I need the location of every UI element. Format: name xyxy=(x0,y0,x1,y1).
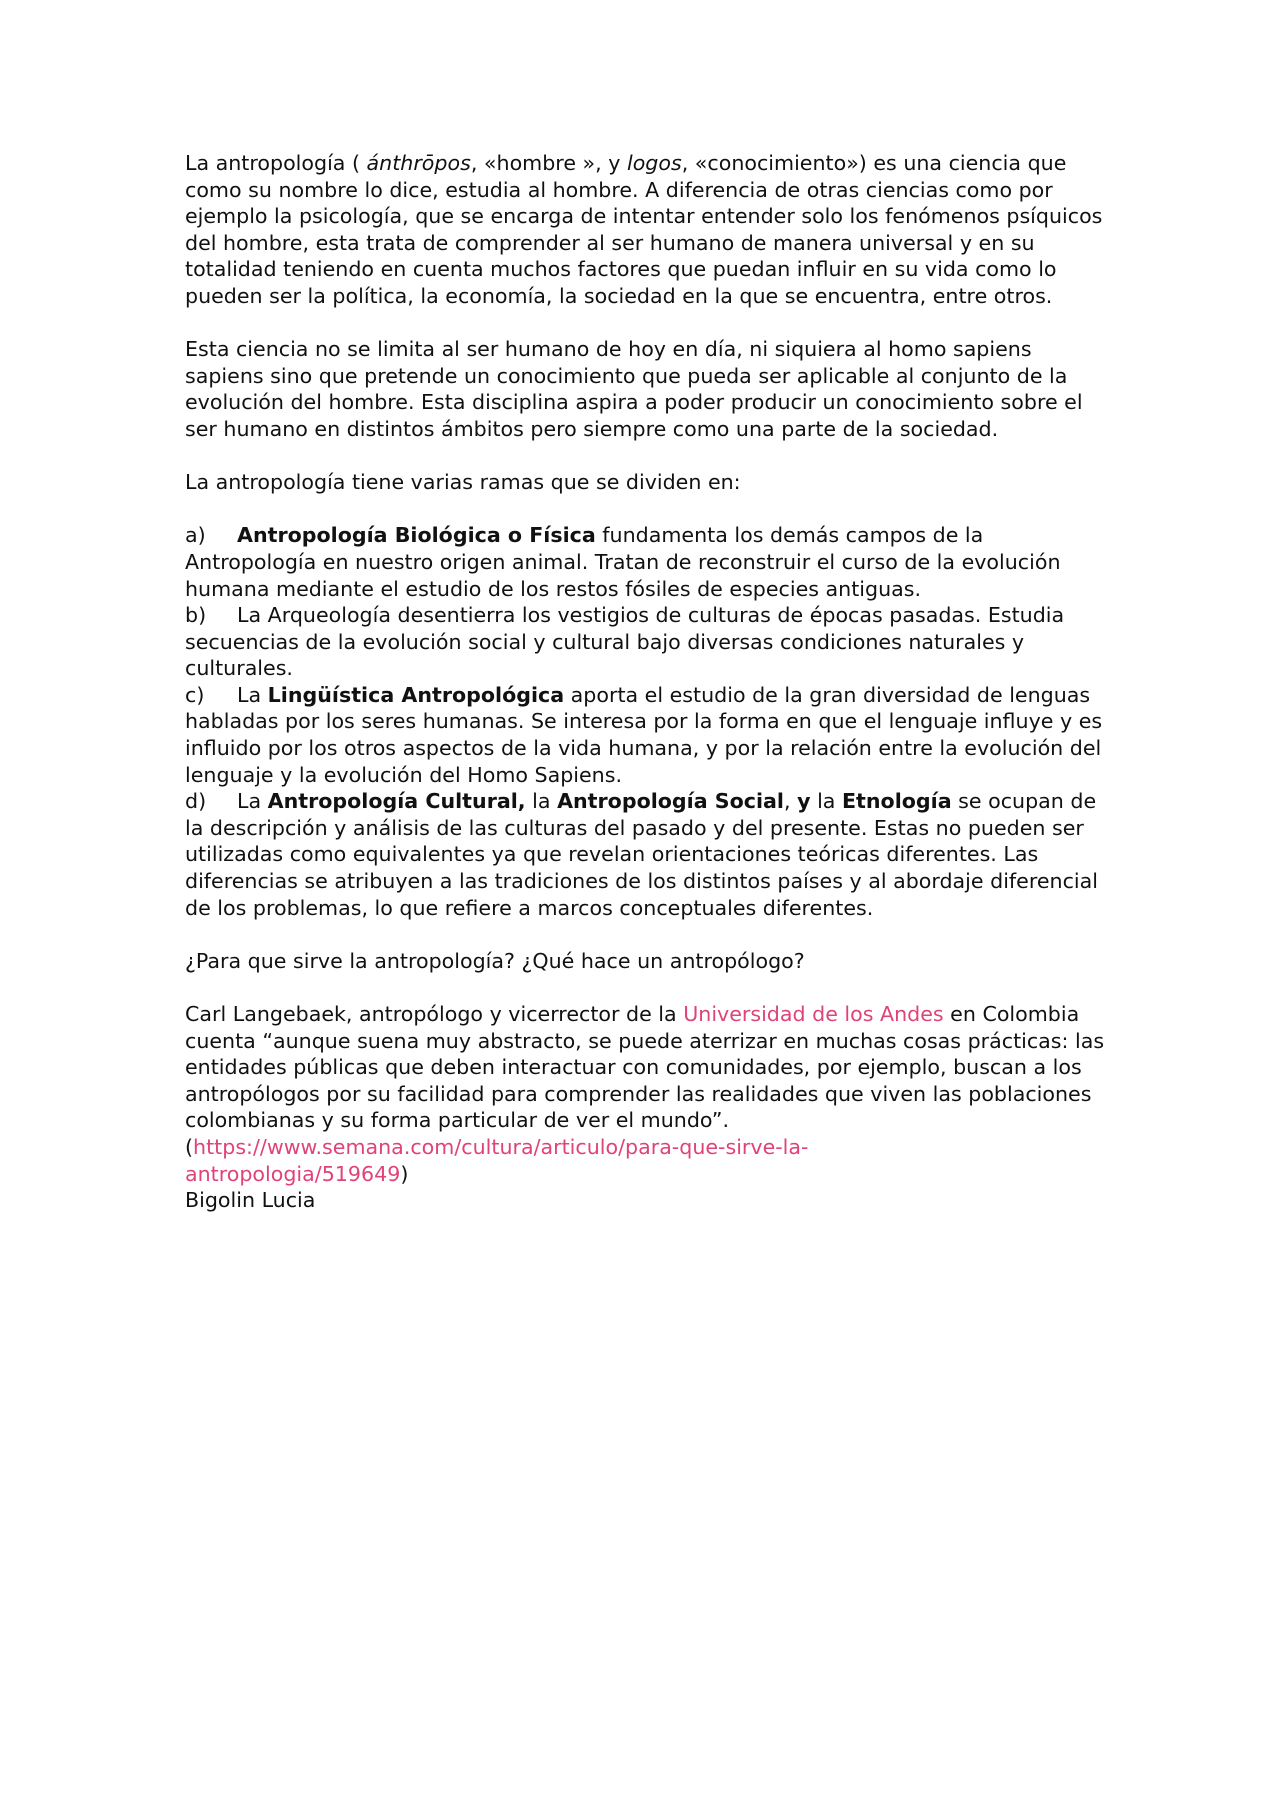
greek-term-anthropos: ánthrōpos xyxy=(366,151,471,175)
spacer xyxy=(185,974,1115,1001)
spacer xyxy=(185,310,1115,337)
spacer xyxy=(185,496,1115,523)
spacer xyxy=(185,921,1115,948)
semana-url-link-continued[interactable]: antropologia/519649 xyxy=(185,1161,401,1186)
branches-intro: La antropología tiene varias ramas que se dividen en: xyxy=(185,470,741,495)
scope-paragraph: Esta ciencia no se limita al ser humano de hoy en día, ni siquiera al homo sapiens sapiens sino que pretende un conocimiento que pueda ser aplicable al conjunto de la evolución del hombre. Esta disciplina aspira a poder producir un conocimiento sobre el ser humano en distintos ámbitos pero siempre como una parte de la sociedad. xyxy=(185,337,1083,441)
document-page xyxy=(185,150,1115,1214)
universidad-link[interactable]: Universidad de los Andes xyxy=(683,1002,944,1026)
list-marker: c) xyxy=(185,682,205,707)
semana-url-link[interactable]: https://www.semana.com/cultura/articulo/para-que-sirve-la- xyxy=(193,1134,809,1159)
author-name: Bigolin Lucia xyxy=(185,1188,316,1213)
spacer xyxy=(185,443,1115,470)
list-item-d: d) La Antropología Cultural, la Antropología Social, y la Etnología se ocupan de la descripción y análisis de las culturas del pasado y del presente. Estas no pueden ser utilizadas como equivalentes ya que revelan orientaciones teóricas diferentes. Las diferencias se atribuyen a las tradiciones de los distintos países y al abordaje diferencial de los problemas, lo que refiere a marcos conceptuales diferentes. xyxy=(185,789,1098,920)
quote-paragraph: Carl Langebaek, antropólogo y vicerrector de la Universidad de los Andes en Colombia cuenta “aunque suena muy abstracto, se puede aterrizar en muchas cosas prácticas: las entidades públicas que deben interactuar con comunidades, por ejemplo, buscan a los antropólogos por su facilidad para comprender las realidades que viven las poblaciones colombianas y su forma particular de ver el mundo”. (https://www.semana.com/cultura/articulo/para-que-sirve-la- antropologia/519649) xyxy=(185,1002,1105,1186)
greek-term-logos: logos xyxy=(626,151,682,175)
question-heading: ¿Para que sirve la antropología? ¿Qué hace un antropólogo? xyxy=(185,948,805,973)
list-marker: a) xyxy=(185,523,206,548)
list-item-c: c) La Lingüística Antropológica aporta el estudio de la gran diversidad de lenguas habladas por los seres humanas. Se interesa por la forma en que el lenguaje influye y es influido por los otros aspectos de la vida humana, y por la relación entre la evolución del lenguaje y la evolución del Homo Sapiens. xyxy=(185,682,1103,787)
intro-paragraph: La antropología ( ánthrōpos, «hombre », y logos, «conocimiento») es una ciencia que como su nombre lo dice, estudia al hombre. A diferencia de otras ciencias como por ejemplo la psicología, que se encarga de intentar entender solo los fenómenos psíquicos del hombre, esta trata de comprender al ser humano de manera universal y en su totalidad teniendo en cuenta muchos factores que puedan influir en su vida como lo pueden ser la política, la economía, la sociedad en la que se encuentra, entre otros. xyxy=(185,151,1103,308)
list-item-a: a) Antropología Biológica o Física fundamenta los demás campos de la Antropología en nuestro origen animal. Tratan de reconstruir el curso de la evolución humana mediante el estudio de los restos fósiles de especies antiguas. xyxy=(185,523,1061,601)
list-item-b: b) La Arqueología desentierra los vestigios de culturas de épocas pasadas. Estudia secuencias de la evolución social y cultural bajo diversas condiciones naturales y culturales. xyxy=(185,603,1065,681)
list-marker: d) xyxy=(185,789,207,814)
list-marker: b) xyxy=(185,603,207,628)
